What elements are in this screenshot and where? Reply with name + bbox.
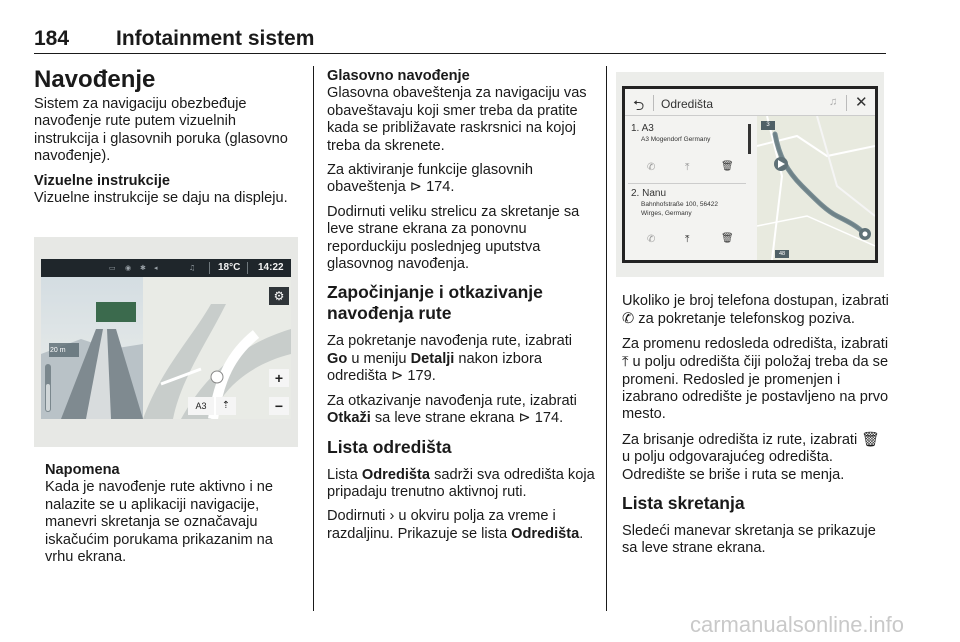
- trash-icon[interactable]: 🗑: [721, 233, 734, 244]
- destinations-term: Odredišta: [361, 466, 431, 483]
- visual-instructions-heading: Vizuelne instrukcije: [34, 172, 170, 189]
- navigation-scene: [41, 259, 291, 419]
- destination-2-address-line1: Bahnhofstraße 100, 56422: [641, 201, 718, 208]
- turn-list-heading: Lista skretanja: [622, 493, 745, 514]
- destinations-term: Odredišta: [511, 525, 580, 542]
- text-run: Za otkazivanje navođenja rute, izabrati: [327, 392, 577, 409]
- start-cancel-heading: Započinjanje i otkazivanje navođenja rute: [327, 282, 543, 324]
- text-run: u okviru polja za vreme i razdaljinu. Prikazuje se lista: [327, 508, 556, 542]
- status-icon-media: ◉: [125, 264, 132, 272]
- text-run: u meniju: [347, 350, 411, 367]
- repeat-instruction-paragraph: Dodirnuti veliku strelicu za skretanje sa leve strane ekrana za ponovnu reporduckiju poslednjeg uputstva glasovnog navođenja.: [327, 203, 580, 273]
- destinations-display: [625, 89, 875, 260]
- delete-paragraph: [622, 431, 890, 484]
- text-run: sadrži sva odredišta koja pripadaju trenutno aktivnoj ruti.: [327, 466, 595, 500]
- note-heading: Napomena: [45, 462, 120, 478]
- zoom-out-button[interactable]: −: [269, 397, 289, 415]
- route-map: [757, 116, 875, 260]
- settings-gear-icon[interactable]: ⚙: [269, 287, 289, 305]
- trash-icon[interactable]: 🗑: [721, 161, 734, 172]
- distance-label: 20 m: [50, 347, 66, 354]
- road-sign: [96, 302, 136, 322]
- column-1: [34, 66, 302, 214]
- column-2: [327, 68, 595, 550]
- temperature: 18°C: [218, 262, 241, 273]
- text-run: Dodirnuti: [327, 508, 390, 525]
- open-list-paragraph: [327, 508, 595, 543]
- status-divider: [209, 262, 210, 274]
- move-to-top-icon[interactable]: ⤒: [685, 234, 690, 245]
- voice-guidance-heading: Glasovno navođenje: [327, 68, 470, 84]
- text-run: Za brisanje odredišta iz rute, izabrati: [622, 431, 862, 448]
- page-ref[interactable]: 179.: [407, 368, 436, 385]
- voice-activation-text: Za aktiviranje funkcije glasovnih obaveštenja: [327, 162, 534, 196]
- destination-2-address-line2: Wirges, Germany: [641, 210, 692, 217]
- cancel-term: Otkaži: [327, 410, 371, 427]
- reorder-paragraph: [622, 336, 890, 424]
- destination-1-name[interactable]: 1. A3: [631, 123, 654, 134]
- music-icon: ♫: [829, 96, 838, 108]
- text-run: u polju odgovarajućeg odredišta. Odredište se briše i ruta se menja.: [622, 449, 845, 483]
- destination-2-name[interactable]: 2. Nanu: [631, 188, 667, 199]
- lane-icon: ⇡: [216, 397, 236, 415]
- screen-frame: [622, 86, 878, 263]
- destination-1-address: A3 Mogendorf Germany: [641, 136, 711, 143]
- voice-guidance-text: Glasovna obaveštenja za navigaciju vas obaveštavaju koji smer treba da pratite kada se približavate raskrsnici na kojoj treba da skrenete.: [327, 85, 587, 154]
- text-run: sa leve strane ekrana: [370, 410, 519, 427]
- voice-activation-paragraph: [327, 162, 595, 197]
- move-to-top-icon: ⤒: [622, 353, 629, 371]
- trash-icon: 🗑: [861, 430, 880, 448]
- go-term: Go: [327, 350, 348, 367]
- page-ref-arrow-icon: ⊳: [391, 368, 404, 385]
- note-block: [45, 462, 303, 573]
- road-number-badge: 3: [761, 121, 775, 130]
- page-ref[interactable]: 174.: [534, 410, 564, 427]
- scroll-indicator[interactable]: [748, 124, 751, 154]
- text-run: Lista: [327, 466, 362, 483]
- text-run: Ukoliko je broj telefona dostupan, izabrati: [622, 293, 889, 309]
- intro-paragraph: Sistem za navigaciju obezbeđuje navođenje rute putem vizuelnih instrukcija i glasovnih poruka (glasovno navođenje).: [34, 96, 288, 165]
- volume-icon: ◂: [154, 264, 158, 272]
- section-heading-navodjenje: Navođenje: [34, 66, 156, 93]
- clock: 14:22: [258, 262, 284, 273]
- text-run: Za promenu redosleda odredišta, izabrati: [622, 335, 889, 352]
- header-rule: [34, 53, 886, 54]
- phone-icon: ✆: [622, 310, 635, 328]
- chevron-right-icon: ›: [389, 508, 395, 525]
- text-run: Za pokretanje navođenja rute, izabrati: [327, 333, 573, 350]
- screen-title: Odredišta: [661, 97, 714, 111]
- start-guidance-paragraph: [327, 333, 595, 385]
- status-icon-tp: ▭: [109, 264, 116, 272]
- column-divider-2: [606, 66, 607, 611]
- text-run: .: [579, 525, 584, 542]
- text-run: u polju odredišta čiji položaj treba da se promeni. Redosled je promenjen i izabrano odredište je postavljeno na prvo mesto.: [622, 354, 889, 423]
- move-to-top-icon[interactable]: ⤒: [685, 162, 690, 173]
- details-term: Detalji: [410, 350, 455, 367]
- cancel-guidance-paragraph: [327, 393, 595, 428]
- title-divider: [653, 95, 654, 111]
- phone-icon[interactable]: ✆: [647, 234, 656, 245]
- visual-instructions-text: Vizuelne instrukcije se daju na displeju.: [34, 190, 288, 207]
- page-header-title: Infotainment sistem: [116, 27, 315, 50]
- row-divider: [628, 183, 746, 184]
- zoom-in-button[interactable]: +: [269, 369, 289, 387]
- column-3: [622, 293, 890, 565]
- destinations-screenshot: [616, 72, 884, 277]
- navigation-screenshot: [34, 237, 298, 447]
- destination-list-paragraph: [327, 467, 595, 502]
- page-ref[interactable]: 174.: [426, 179, 455, 196]
- note-text: Kada je navođenje rute aktivno i ne nalazite se u aplikaciji navigacije, manevri skretanja se označavaju iskačućim porukama prikazanim na vrhu ekrana.: [45, 479, 273, 566]
- destination-list-heading: Lista odredišta: [327, 436, 452, 457]
- music-icon: ♫: [189, 264, 196, 272]
- text-run: nakon izbora odredišta: [327, 350, 542, 385]
- text-run: za pokretanje telefonskog poziva.: [634, 311, 855, 328]
- road-number-badge-2: 48: [775, 250, 789, 258]
- page-ref-arrow-icon: ⊳: [518, 410, 531, 427]
- page-ref-arrow-icon: ⊳: [409, 179, 422, 196]
- navigation-display: [41, 259, 291, 419]
- page-number: 184: [34, 27, 70, 50]
- bluetooth-icon: ✱: [140, 264, 146, 272]
- status-divider-2: [247, 262, 248, 274]
- road-name-box: A3: [188, 397, 214, 415]
- turn-list-paragraph: Sledeći manevar skretanja se prikazuje sa leve strane ekrana.: [622, 523, 876, 557]
- close-icon[interactable]: ✕: [855, 94, 868, 111]
- phone-paragraph: [622, 293, 890, 329]
- back-icon[interactable]: ⮌: [633, 98, 645, 114]
- phone-icon[interactable]: ✆: [647, 162, 656, 173]
- column-divider-1: [313, 66, 314, 611]
- watermark: carmanualsonline.info: [690, 612, 905, 637]
- title-divider-2: [846, 95, 847, 111]
